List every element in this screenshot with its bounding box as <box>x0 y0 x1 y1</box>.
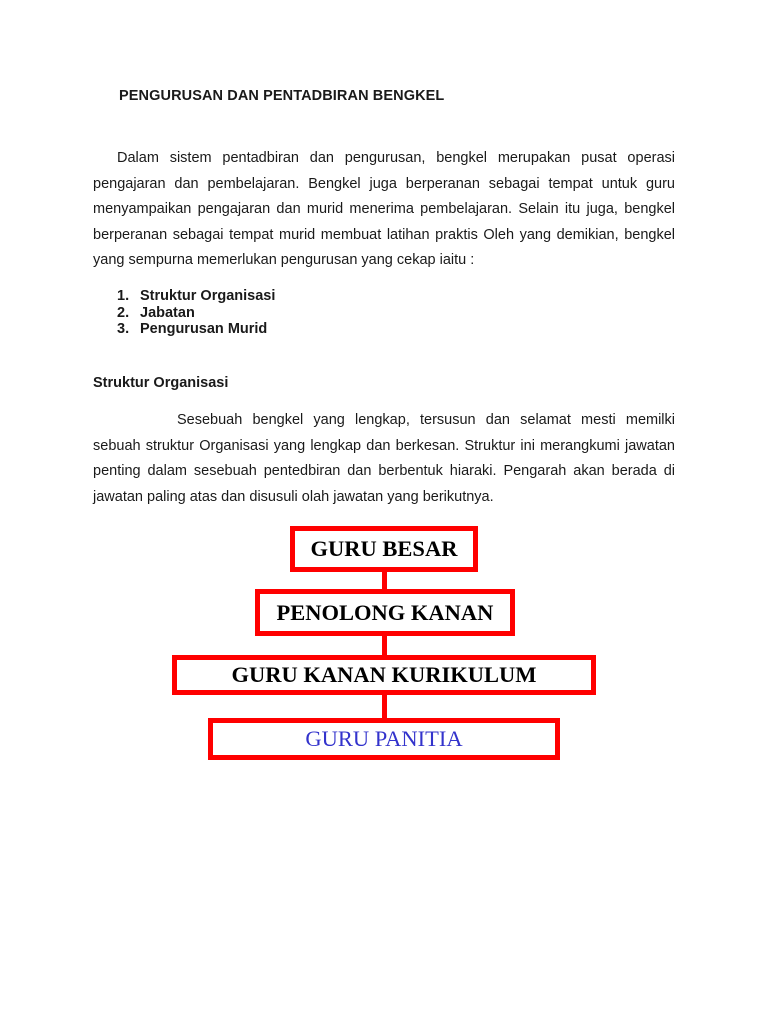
list-item-text: Struktur Organisasi <box>140 288 276 304</box>
org-box-guru-panitia <box>208 718 560 760</box>
org-box-guru-besar <box>290 526 478 572</box>
list-item-number: 2. <box>117 304 130 321</box>
document-title: PENGURUSAN DAN PENTADBIRAN BENGKEL <box>119 88 445 104</box>
list-item <box>117 288 275 305</box>
org-connector-line <box>382 695 387 718</box>
intro-paragraph: Dalam sistem pentadbiran dan pengurusan, bengkel merupakan pusat operasi pengajaran dan pembelajaran. Bengkel juga berperanan sebagai tempat untuk guru menyampaikan pengajaran dan murid menerima pembelajaran. Selain itu juga, bengkel berperanan sebagai tempat murid membuat latihan praktis Oleh yang demikian, bengkel yang sempurna memerlukan pengurusan yang cekap iaitu : <box>93 150 675 268</box>
list-item-number: 1. <box>117 288 130 304</box>
list-item-text: Jabatan <box>140 304 195 321</box>
list-item <box>117 321 275 338</box>
org-box-label: PENOLONG KANAN <box>276 599 494 625</box>
section-paragraph: Sesebuah bengkel yang lengkap, tersusun dan selamat mesti memilki sebuah struktur Organisasi yang lengkap dan berkesan. Struktur ini merangkumi jawatan penting dalam sesebuah pentedbiran dan berbentuk hiaraki. Pengarah akan berada di jawatan paling atas dan disusuli olah jawatan yang berikutnya. <box>93 412 675 505</box>
org-connector-line <box>382 572 387 589</box>
org-box-label: GURU KANAN KURIKULUM <box>231 662 537 687</box>
org-box-label: GURU BESAR <box>310 536 458 561</box>
org-box-guru-kanan-kurikulum <box>172 655 596 695</box>
numbered-list <box>117 288 275 338</box>
org-connector-line <box>382 636 387 655</box>
org-box-label: GURU PANITIA <box>305 726 463 751</box>
org-box-penolong-kanan <box>255 589 515 636</box>
list-item-number: 3. <box>117 321 130 337</box>
list-item-text: Pengurusan Murid <box>140 321 268 337</box>
list-item <box>117 305 275 322</box>
section-heading: Struktur Organisasi <box>93 375 229 391</box>
